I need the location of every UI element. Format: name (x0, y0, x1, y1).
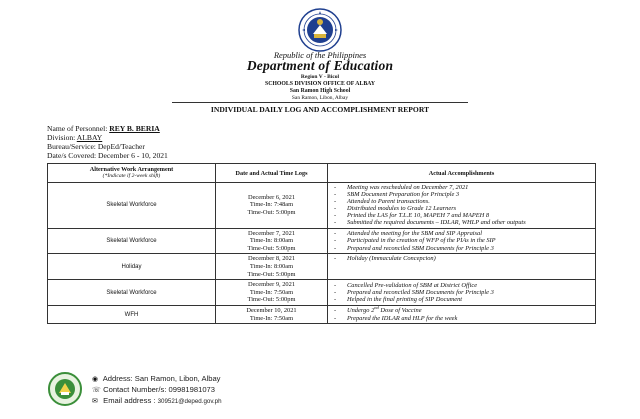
school-address: San Ramon, Libon, Albay (291, 95, 349, 101)
bureau-value: DepEd/Teacher (97, 142, 145, 151)
accomplishment-item: - Meeting was rescheduled on December 7, 2021 (331, 184, 592, 191)
footer-email-value[interactable]: 309521@deped.gov.ph (157, 398, 222, 405)
accomplishments-cell (328, 305, 596, 323)
date-log-cell (216, 305, 328, 323)
footer-contact-text: Contact Number/s: 09981981073 (103, 385, 215, 394)
envelope-icon: ✉ (92, 398, 98, 405)
accomplishment-item: - Prepared the IDLAR and HLP for the week (331, 315, 592, 322)
bureau-line (47, 142, 145, 151)
accomplishments-cell (328, 280, 596, 306)
footer-email (92, 396, 222, 405)
personnel-name: REY B. BERIA (109, 124, 160, 133)
dates-column-header: Date and Actual Time Logs (216, 164, 328, 183)
accomplishment-item: - Holiday (Immaculate Concepcion) (331, 255, 592, 262)
accomplishment-item: - SBM Document Preparation for Principle 3 (331, 191, 592, 198)
time-out: Time-Out: 5:00pm (247, 209, 296, 217)
accomplishment-item: - Printed the LAS for T.L.E 10, MAPEH 7 and MAPEH 8 (331, 212, 592, 219)
dates-covered-label: Date/s Covered: (47, 151, 97, 160)
personnel-name-label: Name of Personnel: (47, 124, 108, 133)
table-row (48, 305, 596, 323)
accomplishment-item: - Attended the meeting for the SBM and SIP Appraisal (331, 230, 592, 237)
footer-email-label: Email address : (103, 396, 156, 405)
table-row (48, 254, 596, 280)
arrangement-cell: Skeletal Workforce (48, 228, 216, 254)
accomplishments-cell (328, 254, 596, 280)
deped-seal-logo (298, 8, 342, 52)
accomplishments-cell (328, 228, 596, 254)
location-pin-icon: ◉ (92, 376, 99, 383)
arrangement-cell: Skeletal Workforce (48, 183, 216, 229)
accomplishment-item: - Undergo 2nd Dose of Vaccine (331, 307, 592, 314)
arrangement-header-hint: (*Indicate if 2-week shift) (102, 173, 161, 179)
log-date: December 9, 2021 (247, 281, 296, 289)
dates-covered-line (47, 151, 168, 160)
header-divider (172, 102, 468, 103)
region-heading: Region V - Bicol (300, 74, 340, 80)
time-in: Time-In: 7:48am (249, 201, 294, 209)
log-date: December 8, 2021 (247, 255, 296, 263)
log-date: December 7, 2021 (247, 229, 296, 237)
date-log-cell (216, 254, 328, 280)
time-in: Time-In: 7:50am (249, 314, 294, 322)
accomplishment-item: - Participated in the creation of WFP of the PIAs in the SIP (331, 237, 592, 244)
arrangement-cell: WFH (48, 305, 216, 323)
date-log-cell (216, 183, 328, 229)
bureau-label: Bureau/Service: (47, 142, 96, 151)
footer-address-text: Address: San Ramon, Libon, Albay (102, 374, 221, 383)
log-date: December 6, 2021 (247, 193, 296, 201)
table-header-row (48, 164, 596, 183)
log-date: December 10, 2021 (246, 306, 297, 314)
accomplishment-item: - Submitted the required documents – IDLAR, WHLP and other outputs (331, 219, 592, 226)
accomplishment-item: - Prepared and reconciled SBM Documents for Principle 3 (331, 245, 592, 252)
accomplishment-item: - Distributed modules to Grade 12 Learners (331, 205, 592, 212)
table-row (48, 280, 596, 306)
footer-contact (92, 385, 215, 394)
school-logo (48, 372, 82, 406)
dates-covered-value: December 6 - 10, 2021 (98, 151, 168, 160)
accomplishment-item: - Attended to Parent transactions. (331, 198, 592, 205)
division-label: Division: (47, 133, 76, 142)
division-line (47, 133, 102, 142)
time-out: Time-Out: 5:00pm (247, 244, 296, 252)
personnel-name-line (47, 124, 160, 133)
table-row (48, 183, 596, 229)
accomplishments-column-header: Actual Accomplishments (328, 164, 596, 183)
accomplishment-item: - Cancelled Pre-validation of SBM at District Office (331, 282, 592, 289)
arrangement-column-header (48, 164, 216, 183)
accomplishments-cell (328, 183, 596, 229)
division-value: ALBAY (76, 133, 103, 142)
time-in: Time-In: 8:00am (249, 262, 294, 270)
footer-address (92, 374, 220, 383)
date-log-cell (216, 228, 328, 254)
time-in: Time-In: 8:00am (249, 237, 294, 245)
republic-heading: Republic of the Philippines (273, 50, 367, 60)
date-log-cell (216, 280, 328, 306)
report-title: INDIVIDUAL DAILY LOG AND ACCOMPLISHMENT REPORT (210, 105, 430, 114)
arrangement-cell: Skeletal Workforce (48, 280, 216, 306)
phone-icon: ☏ (92, 387, 101, 394)
school-name: San Ramon High School (289, 88, 351, 94)
time-out: Time-Out: 5:00pm (247, 270, 296, 278)
department-heading: Department of Education (246, 58, 394, 73)
table-row (48, 228, 596, 254)
division-office-heading: SCHOOLS DIVISION OFFICE OF ALBAY (264, 81, 376, 87)
arrangement-header-label: Alternative Work Arrangement (89, 166, 174, 173)
accomplishment-item: - Prepared and reconciled SBM Documents for Principle 3 (331, 289, 592, 296)
time-in: Time-In: 7:50am (249, 288, 294, 296)
accomplishment-item: - Helped in the final printing of SIP Document (331, 296, 592, 303)
arrangement-cell: Holiday (48, 254, 216, 280)
accomplishment-table (47, 163, 596, 324)
time-out: Time-Out: 5:00pm (247, 296, 296, 304)
